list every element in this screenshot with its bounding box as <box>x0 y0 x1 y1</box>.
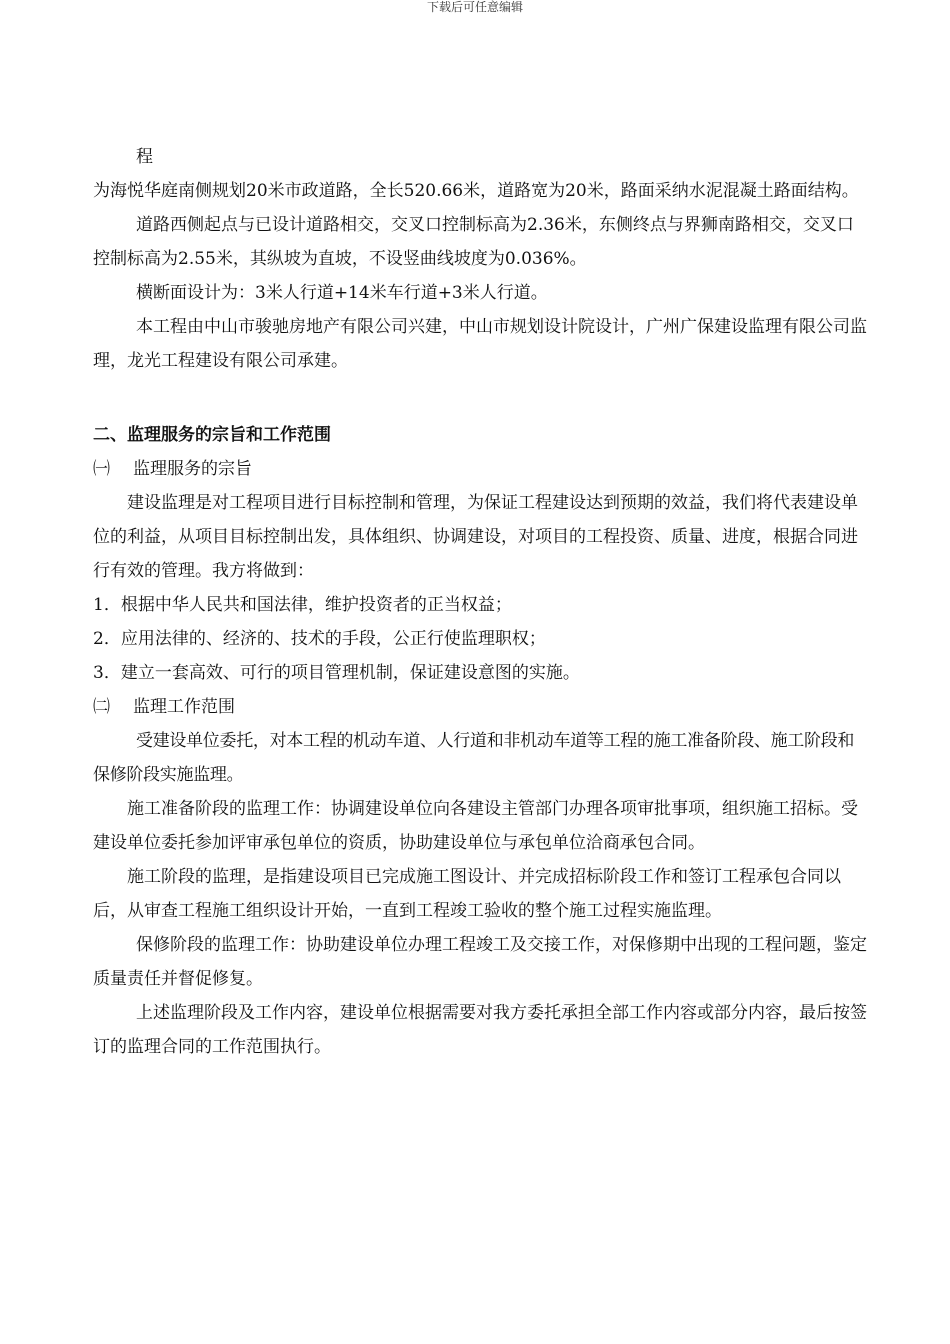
paragraph-cross-section: 横断面设计为：3米人行道+14米车行道+3米人行道。 <box>136 283 548 303</box>
subsection-marker: ㈠ <box>93 459 110 479</box>
list-item: 3．建立一套高效、可行的项目管理机制，保证建设意图的实施。 <box>93 663 580 683</box>
list-item: 1．根据中华人民共和国法律，维护投资者的正当权益； <box>93 595 512 615</box>
paragraph-purpose: 建设监理是对工程项目进行目标控制和管理，为保证工程建设达到预期的效益，我们将代表建设单位的利益，从项目目标控制出发，具体组织、协调建设，对项目的工程投资、质量、进度，根据合同进行有效的管理。我方将做到： <box>93 493 858 581</box>
subsection-heading-purpose <box>93 452 868 486</box>
document-body <box>93 140 868 1064</box>
subsection-marker: ㈡ <box>93 697 110 717</box>
paragraph-construction-stage: 施工阶段的监理，是指建设项目已完成施工图设计、并完成招标阶段工作和签订工程承包合同以后，从审查工程施工组织设计开始，一直到工程竣工验收的整个施工过程实施监理。 <box>93 867 841 921</box>
paragraph-warranty-stage: 保修阶段的监理工作：协助建设单位办理工程竣工及交接工作，对保修期中出现的工程问题，鉴定质量责任并督促修复。 <box>93 935 867 989</box>
subsection-title: 监理服务的宗旨 <box>133 459 252 479</box>
paragraph-road-overview: 为海悦华庭南侧规划20米市政道路，全长520.66米，道路宽为20米，路面采纳水泥混凝土路面结构。 <box>93 181 859 201</box>
subsection-heading-scope <box>93 690 868 724</box>
list-item: 2．应用法律的、经济的、技术的手段，公正行使监理职权； <box>93 629 546 649</box>
paragraph-scope: 受建设单位委托，对本工程的机动车道、人行道和非机动车道等工程的施工准备阶段、施工阶段和保修阶段实施监理。 <box>93 731 855 785</box>
subsection-title: 监理工作范围 <box>133 697 235 717</box>
paragraph-fragment: 程 <box>136 147 153 167</box>
paragraph-elevation: 道路西侧起点与已设计道路相交，交叉口控制标高为2.36米，东侧终点与界狮南路相交，交叉口控制标高为2.55米，其纵坡为直坡，不设竖曲线坡度为0.036%。 <box>93 215 854 269</box>
paragraph-parties: 本工程由中山市骏驰房地产有限公司兴建，中山市规划设计院设计，广州广保建设监理有限公司监理，龙光工程建设有限公司承建。 <box>93 317 867 371</box>
paragraph-preparation-stage: 施工准备阶段的监理工作：协调建设单位向各建设主管部门办理各项审批事项，组织施工招标。受建设单位委托参加评审承包单位的资质，协助建设单位与承包单位洽商承包合同。 <box>93 799 858 853</box>
section-heading: 二、监理服务的宗旨和工作范围 <box>93 425 331 445</box>
page-header: 下载后可任意编辑 <box>426 0 523 14</box>
paragraph-summary: 上述监理阶段及工作内容，建设单位根据需要对我方委托承担全部工作内容或部分内容，最后按签订的监理合同的工作范围执行。 <box>93 1003 867 1057</box>
